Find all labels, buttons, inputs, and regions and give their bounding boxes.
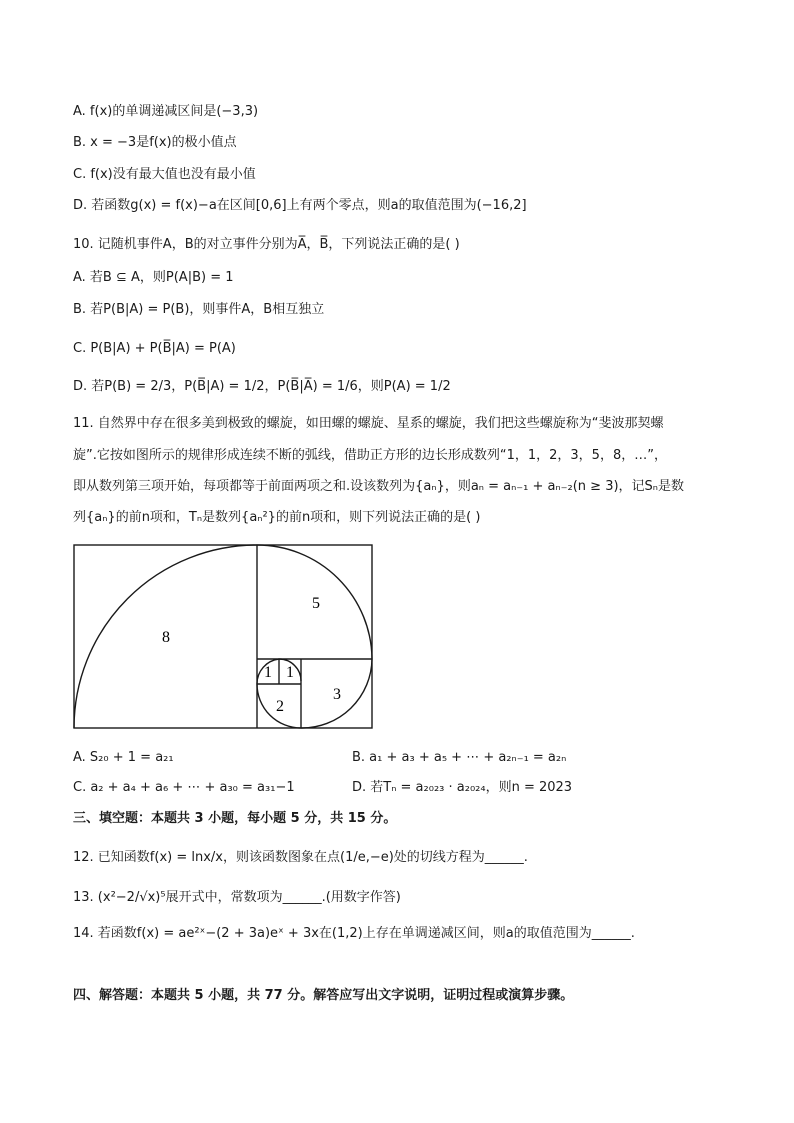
q9-option-d: D. 若函数g(x) = f(x)−a在区间[0,6]上有两个零点，则a的取值范围为(−16,2]: [73, 198, 527, 213]
q11-stem-line: 11. 自然界中存在很多美到极致的螺旋，如田螺的螺旋、星系的螺旋，我们把这些螺旋称为“斐波那契螺: [73, 416, 664, 431]
square-label-8: 8: [162, 629, 170, 646]
q11-option-a: A. S₂₀ + 1 = a₂₁: [73, 750, 174, 765]
square-label-5: 5: [312, 595, 320, 612]
q11-stem-line: 旋”.它按如图所示的规律形成连续不断的弧线，借助正方形的边长形成数列“1，1，2，3，5，8，…”，: [73, 448, 667, 463]
section-3-heading: 三、填空题：本题共 3 小题，每小题 5 分，共 15 分。: [73, 811, 397, 826]
q11-option-b: B. a₁ + a₃ + a₅ + ⋯ + a₂ₙ₋₁ = a₂ₙ: [352, 750, 567, 765]
q12: 12. 已知函数f(x) = lnx/x，则该函数图象在点(1/e,−e)处的切线方程为______.: [73, 850, 528, 865]
q14: 14. 若函数f(x) = ae²ˣ−(2 + 3a)eˣ + 3x在(1,2)上存在单调递减区间，则a的取值范围为______.: [73, 926, 635, 941]
square-label-2: 2: [276, 698, 284, 715]
q11-stem-line: 即从数列第三项开始，每项都等于前面两项之和.设该数列为{aₙ}，则aₙ = aₙ₋₁ + aₙ₋₂(n ≥ 3)，记Sₙ是数: [73, 479, 684, 494]
q13: 13. (x²−2/√x)⁵展开式中，常数项为______.(用数字作答): [73, 890, 401, 905]
q10-option-d: D. 若P(B) = 2/3，P(B̅|A) = 1/2，P(B̅|A̅) = 1/6，则P(A) = 1/2: [73, 379, 451, 394]
q11-stem-line: 列{aₙ}的前n项和，Tₙ是数列{aₙ²}的前n项和，则下列说法正确的是( ): [73, 510, 481, 525]
q10-option-b: B. 若P(B|A) = P(B)，则事件A，B相互独立: [73, 302, 325, 317]
q9-option-c: C. f(x)没有最大值也没有最小值: [73, 167, 256, 182]
q9-option-b: B. x = −3是f(x)的极小值点: [73, 135, 237, 150]
fibonacci-spiral-figure: [73, 544, 375, 730]
q11-option-c: C. a₂ + a₄ + a₆ + ⋯ + a₃₀ = a₃₁−1: [73, 780, 295, 795]
q10-stem: 10. 记随机事件A，B的对立事件分别为A̅，B̅，下列说法正确的是( ): [73, 237, 460, 252]
q11-option-d: D. 若Tₙ = a₂₀₂₃ · a₂₀₂₄，则n = 2023: [352, 780, 573, 795]
spiral-arc: [74, 545, 372, 728]
q10-option-c: C. P(B|A) + P(B̅|A) = P(A): [73, 341, 236, 356]
square-label-1: 1: [264, 664, 272, 681]
section-4-heading: 四、解答题：本题共 5 小题，共 77 分。解答应写出文字说明，证明过程或演算步骤。: [73, 988, 574, 1003]
q9-option-a: A. f(x)的单调递减区间是(−3,3): [73, 104, 259, 119]
square-label-3: 3: [333, 686, 341, 703]
q10-option-a: A. 若B ⊆ A，则P(A|B) = 1: [73, 270, 234, 285]
square-label-1: 1: [286, 664, 294, 681]
outer-rectangle: [74, 545, 372, 728]
